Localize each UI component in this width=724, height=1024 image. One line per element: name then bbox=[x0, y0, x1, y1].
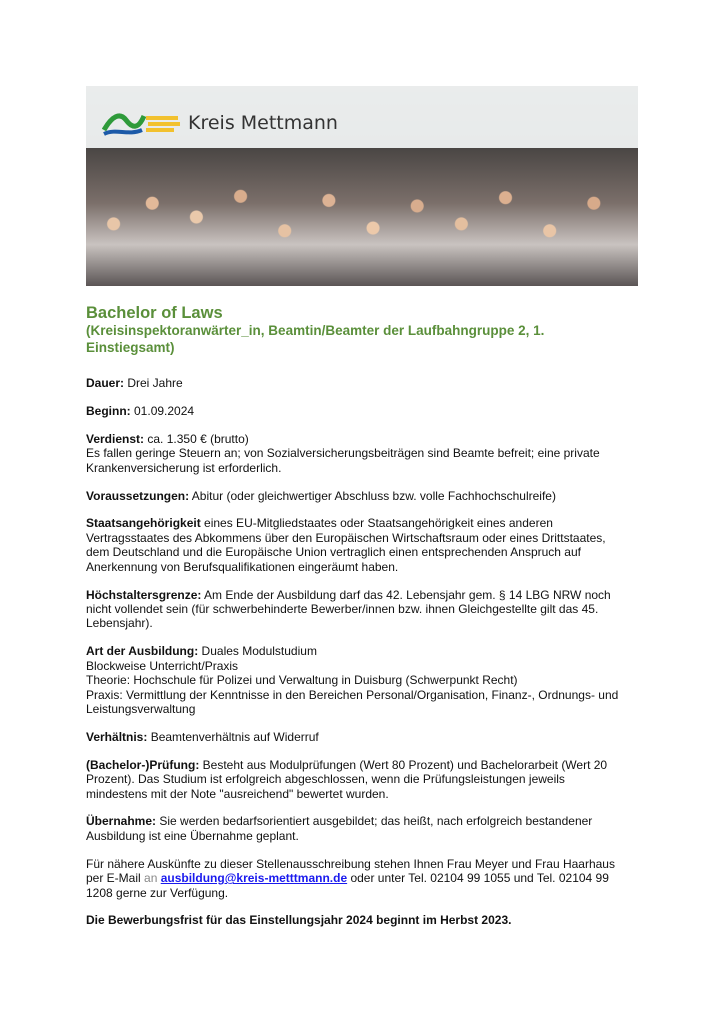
value: ca. 1.350 € (brutto) bbox=[144, 431, 249, 446]
label: Höchstaltersgrenze: bbox=[86, 587, 202, 602]
section-hoechstalter bbox=[86, 588, 626, 631]
section-verhaeltnis bbox=[86, 730, 626, 744]
contact-paragraph bbox=[86, 857, 626, 900]
section-pruefung bbox=[86, 758, 626, 801]
value: Abitur (oder gleichwertiger Abschluss bzw. volle Fachhochschulreife) bbox=[189, 488, 556, 503]
label: (Bachelor-)Prüfung: bbox=[86, 757, 200, 772]
email-link[interactable]: ausbildung@kreis-metttmann.de bbox=[160, 871, 348, 886]
value: Beamtenverhältnis auf Widerruf bbox=[147, 729, 319, 744]
section-uebernahme bbox=[86, 814, 626, 843]
logo-wave-icon bbox=[102, 108, 182, 138]
line: Praxis: Vermittlung der Kenntnisse in den Bereichen Personal/Organisation, Finanz-, Ordnungs- und Leistungsverwaltung bbox=[86, 687, 619, 716]
label: Verdienst: bbox=[86, 431, 145, 446]
value: 01.09.2024 bbox=[130, 403, 195, 418]
label: Verhältnis: bbox=[86, 729, 148, 744]
page-subtitle: (Kreisinspektoranwärter_in, Beamtin/Beamter der Laufbahngruppe 2, 1. Einstiegsamt) bbox=[86, 323, 545, 355]
value: Drei Jahre bbox=[124, 376, 183, 390]
value: Besteht aus Modulprüfungen (Wert 80 Prozent) und Bachelorarbeit (Wert 20 Prozent). Das Studium ist erfolgreich abgeschlossen, wenn die Prüfungsleistungen jeweils mindestens mit der Note "ausreichend" bewertet wurden. bbox=[86, 757, 608, 801]
deadline-text: Die Bewerbungsfrist für das Einstellungsjahr 2024 beginnt im Herbst 2023. bbox=[86, 913, 512, 928]
line: Theorie: Hochschule für Polizei und Verwaltung in Duisburg (Schwerpunkt Recht) bbox=[86, 673, 518, 688]
contact-text-after: oder unter Tel. 02104 99 1055 und Tel. 02104 99 1208 gerne zur Verfügung. bbox=[86, 871, 609, 900]
value: eines EU-Mitgliedstaates oder Staatsangehörigkeit eines anderen Vertragsstaates des Abkommens über den Europäischen Wirtschaftsraum oder eines Drittstaates, dem Deutschland und die Europäische Union vertraglich einen entsprechenden Anspruch auf Anerkennung von Berufsqualifikationen eingeräumt haben. bbox=[86, 516, 606, 574]
section-verdienst bbox=[86, 432, 626, 475]
section-art bbox=[86, 644, 626, 716]
header-photo bbox=[86, 86, 638, 286]
label: Übernahme: bbox=[86, 814, 157, 829]
detail: Es fallen geringe Steuern an; von Sozialversicherungsbeiträgen sind Beamte befreit; eine private Krankenversicherung ist erforderlich. bbox=[86, 446, 600, 475]
logo-text: Kreis Mettmann bbox=[188, 112, 338, 134]
value: Sie werden bedarfsorientiert ausgebildet; das heißt, nach erfolgreich bestandener Ausbildung ist eine Übernahme geplant. bbox=[86, 814, 593, 843]
kreis-mettmann-logo bbox=[102, 108, 338, 138]
contact-an: an bbox=[144, 871, 158, 886]
value: Duales Modulstudium bbox=[198, 644, 317, 659]
deadline bbox=[86, 913, 626, 927]
job-posting bbox=[86, 305, 626, 928]
group-photo bbox=[86, 148, 638, 286]
section-dauer bbox=[86, 376, 626, 390]
label: Voraussetzungen: bbox=[86, 488, 190, 503]
label: Dauer: bbox=[86, 376, 125, 390]
line: Blockweise Unterricht/Praxis bbox=[86, 658, 239, 673]
value: Am Ende der Ausbildung darf das 42. Lebensjahr gem. § 14 LBG NRW noch nicht vollendet sein (für schwerbehinderte Bewerber/innen bzw. ihnen Gleichgestellte gilt das 45. Lebensjahr). bbox=[86, 587, 611, 631]
label: Art der Ausbildung: bbox=[86, 644, 199, 659]
section-beginn bbox=[86, 404, 626, 418]
section-voraussetzungen bbox=[86, 489, 626, 503]
label: Staatsangehörigkeit bbox=[86, 516, 201, 531]
contact-text: Für nähere Auskünfte zu dieser Stellenausschreibung stehen Ihnen Frau Meyer und Frau Haarhaus per E-Mail bbox=[86, 856, 615, 886]
section-staatsangehoerigkeit bbox=[86, 516, 626, 574]
page-title: Bachelor of Laws bbox=[86, 304, 223, 322]
label: Beginn: bbox=[86, 403, 131, 418]
